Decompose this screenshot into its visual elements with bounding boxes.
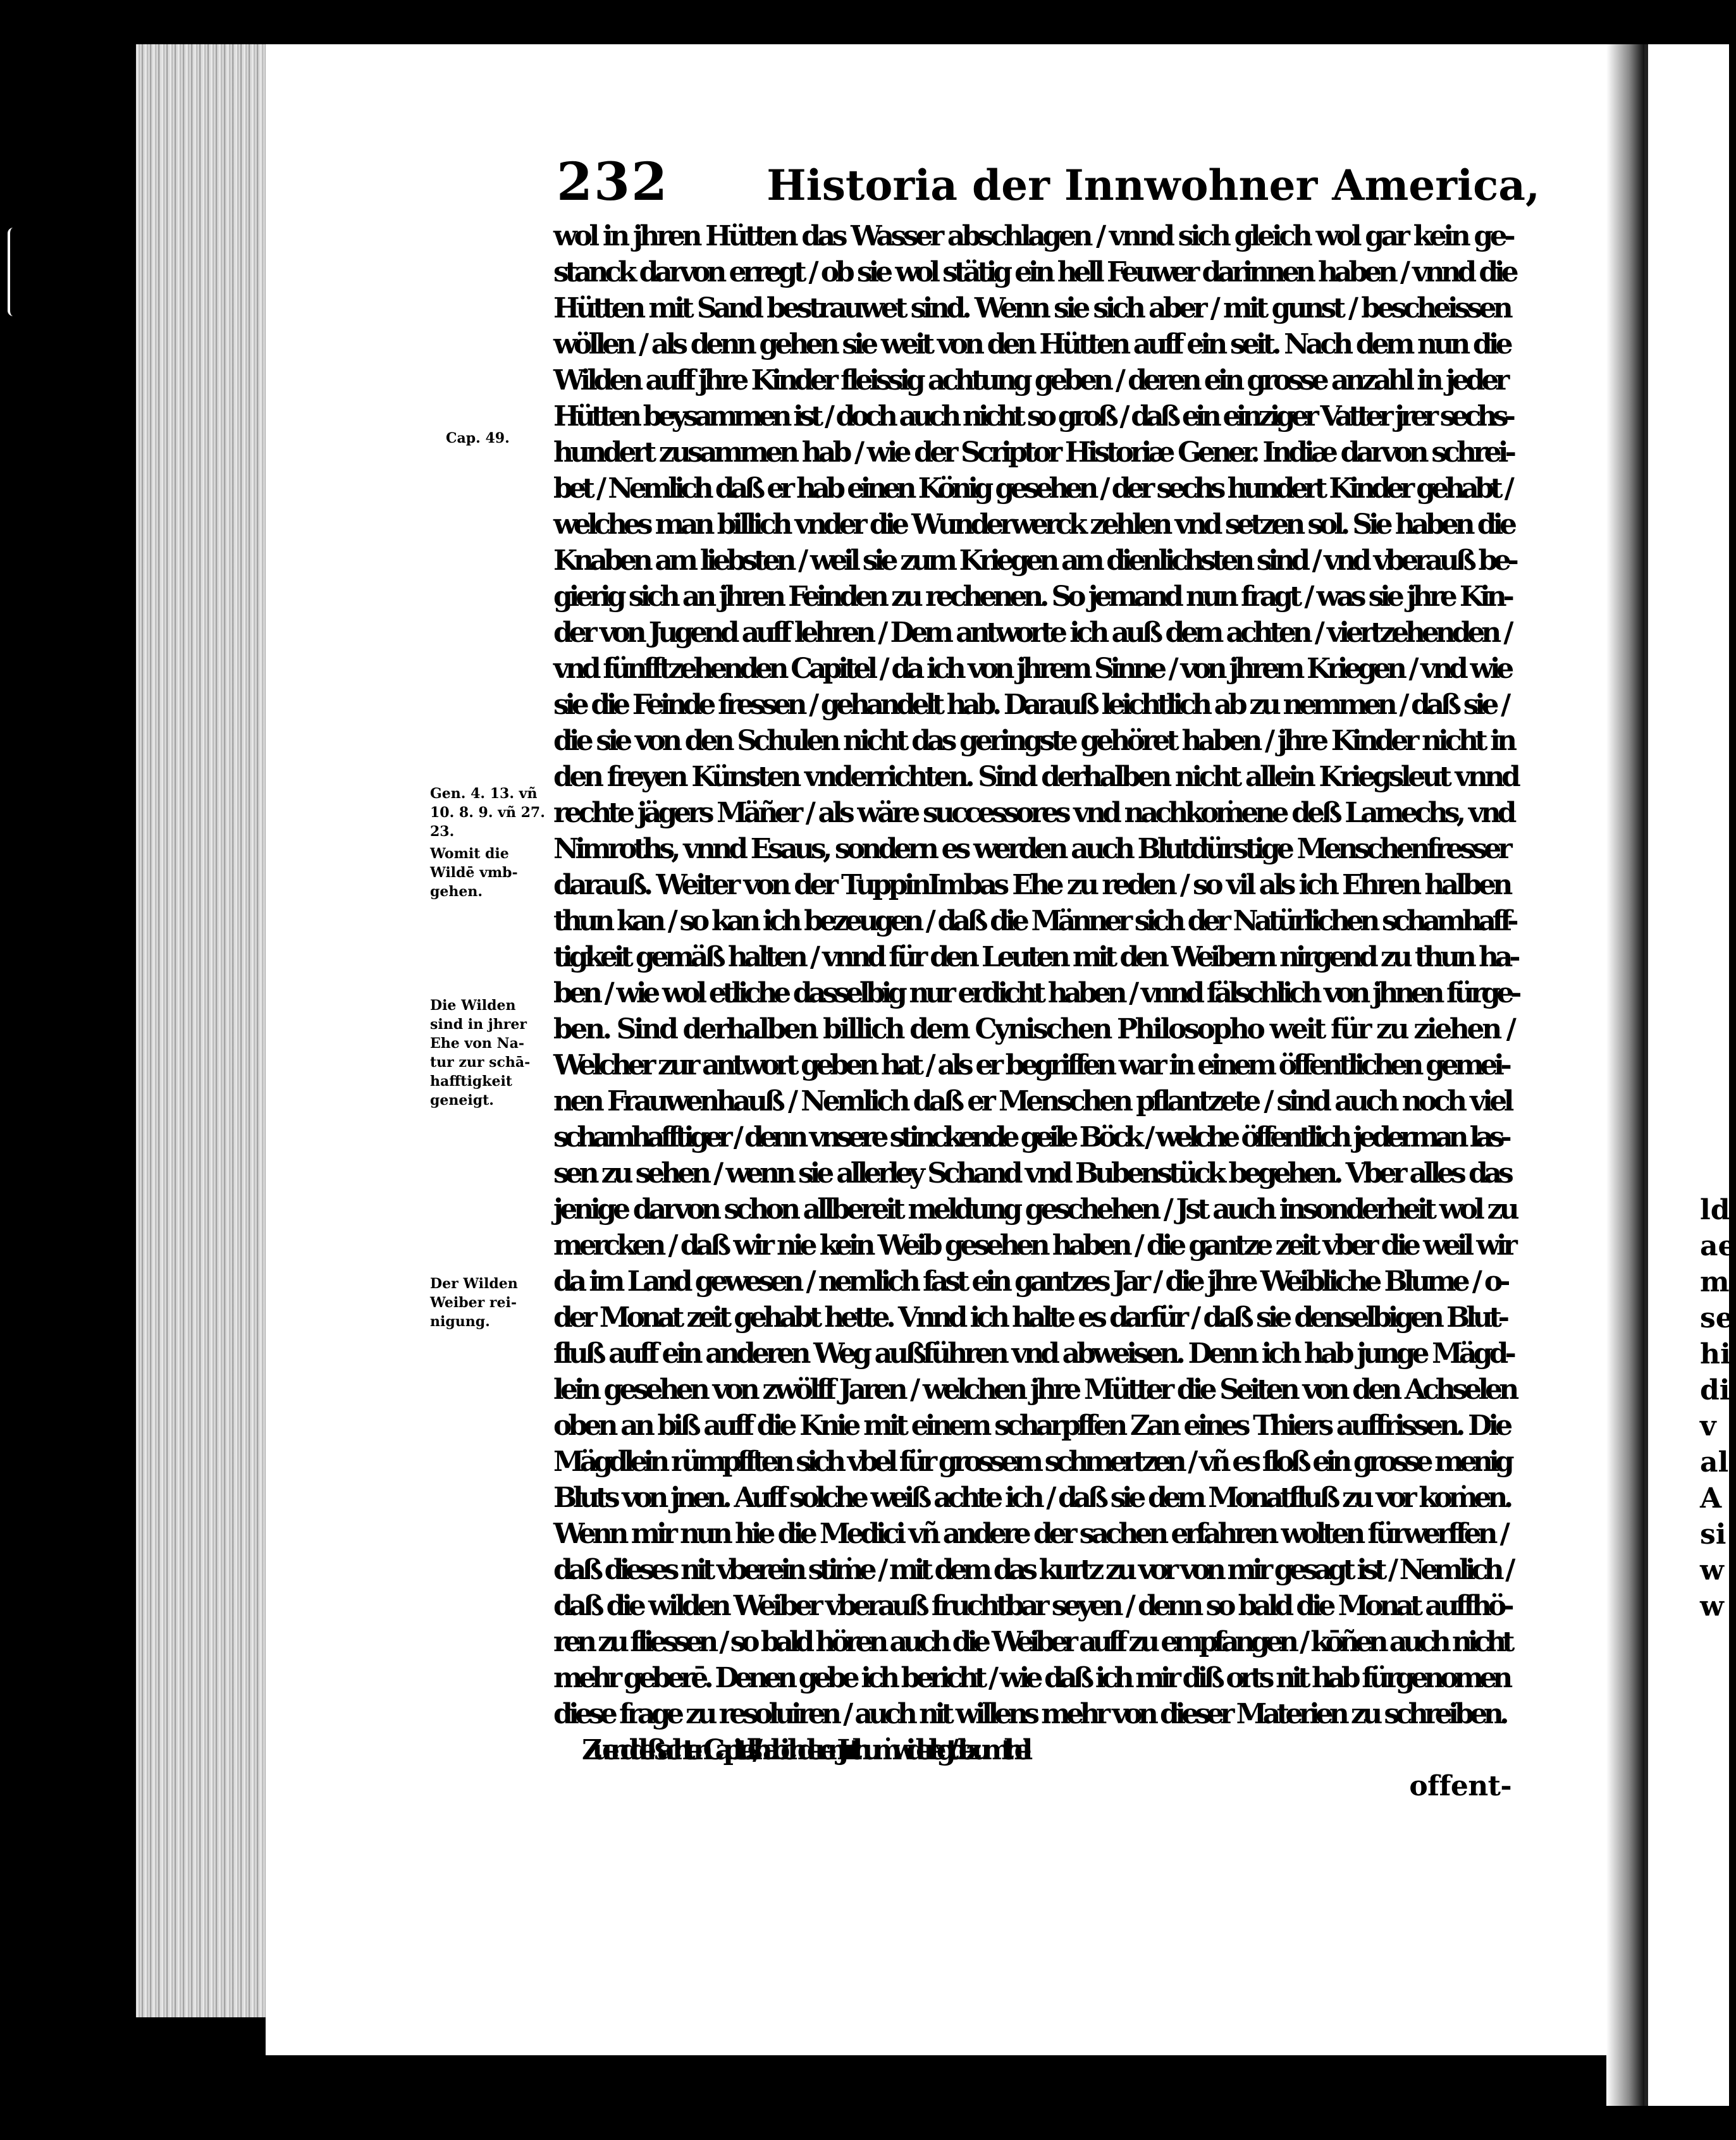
text-line: Bluts von jnen. Auff solche weiß achte ich / daß sie dem Monatfluß zu vor koṁen. bbox=[553, 1482, 1510, 1514]
text-line: wol in jhren Hütten das Wasser abschlagen / vnnd sich gleich wol gar kein ge- bbox=[553, 220, 1513, 252]
text-line: sie die Feinde fressen / gehandelt hab. Darauß leichtlich ab zu nemmen / daß sie / bbox=[553, 689, 1507, 721]
text-line: ben / wie wol etliche dasselbig nur erdicht haben / vnnd fälschlich von jhnen fürge- bbox=[553, 977, 1518, 1009]
margin-note-womit bbox=[430, 844, 518, 901]
text-line: Hütten mit Sand bestrauwet sind. Wenn sie sich aber / mit gunst / bescheissen bbox=[553, 292, 1510, 324]
text-line: Nimroths, vnnd Esaus, sondern es werden auch Blutdürstige Menschenfresser bbox=[553, 833, 1509, 865]
text-line: darauß. Weiter von der TuppinImbas Ehe zu reden / so vil als ich Ehren halben bbox=[553, 869, 1510, 901]
text-line: der Monat zeit gehabt hette. Vnnd ich halte es darfür / daß sie denselbigen Blut- bbox=[553, 1301, 1506, 1334]
right-page-edge bbox=[1644, 44, 1729, 2106]
text-line: vnd fünfftzehenden Capitel / da ich von jhrem Sinne / von jhrem Kriegen / vnd wie bbox=[553, 653, 1510, 685]
right-page-fragment: si bbox=[1700, 1518, 1727, 1551]
margin-note-chapter bbox=[446, 429, 510, 448]
margin-note-line: sind in jhrer bbox=[430, 1016, 527, 1033]
margin-note-line: Wildē vmb- bbox=[430, 864, 518, 881]
text-line: der von Jugend auff lehren / Dem antworte ich auß dem achten / viertzehenden / bbox=[553, 617, 1510, 649]
right-page-fragment: ae bbox=[1700, 1230, 1736, 1262]
text-line: den freyen Künsten vnderrichten. Sind derhalben nicht allein Kriegsleut vnnd bbox=[553, 761, 1518, 793]
margin-note-ehe bbox=[430, 996, 530, 1110]
right-page-text-fragments bbox=[1700, 1192, 1736, 1625]
text-line: mercken / daß wir nie kein Weib gesehen haben / die gantze zeit vber die weil wir bbox=[553, 1229, 1514, 1262]
text-line: jenige darvon schon allbereit meldung geschehen / Jst auch insonderheit wol zu bbox=[553, 1193, 1516, 1226]
right-page-fragment: w bbox=[1700, 1590, 1724, 1623]
text-line: hundert zusammen hab / wie der Scriptor Historiæ Gener. Indiæ darvon schrei- bbox=[553, 436, 1513, 469]
text-line: Zu end deß achten Capittels / hab ich deren Jrrthuṁ widerlegt / die zum theil bbox=[582, 1734, 1023, 1766]
page-number: 232 bbox=[557, 152, 669, 212]
right-page-fragment: v bbox=[1700, 1410, 1716, 1442]
text-line: Wenn mir nun hie die Medici vñ andere der sachen erfahren wolten fürwerffen / bbox=[553, 1518, 1506, 1550]
text-line: bet / Nemlich daß er hab einen König gesehen / der sechs hundert Kinder gehabt / bbox=[553, 472, 1511, 505]
margin-note-line: Der Wilden bbox=[430, 1276, 518, 1292]
text-line: Welcher zur antwort geben hat / als er begriffen war in einem öffentlichen gemei- bbox=[553, 1049, 1508, 1081]
right-page-fragment: se bbox=[1700, 1302, 1733, 1334]
right-page-fragment: di bbox=[1700, 1374, 1730, 1406]
margin-note-line: Gen. 4. 13. vñ bbox=[430, 785, 538, 802]
text-line: rechte jägers Mäñer / als wäre successores vnd nachkoṁene deß Lamechs, vnd bbox=[553, 797, 1513, 829]
text-line: ren zu fliessen / so bald hören auch die Weiber auff zu empfangen / kōñen auch nicht bbox=[553, 1626, 1511, 1658]
text-line: welches man billich vnder die Wunderwerck zehlen vnd setzen sol. Sie haben die bbox=[553, 508, 1513, 541]
right-page-fragment: w bbox=[1700, 1554, 1724, 1587]
margin-note-line: 23. bbox=[430, 823, 455, 840]
text-line: lein gesehen von zwölff Jaren / welchen jhre Mütter die Seiten von den Achselen bbox=[553, 1374, 1516, 1406]
book-spine-shadow bbox=[1606, 44, 1644, 2106]
margin-note-line: geneigt. bbox=[430, 1092, 494, 1109]
margin-note-line: Weiber rei- bbox=[430, 1294, 517, 1311]
margin-note-line: Womit die bbox=[430, 846, 509, 862]
text-line: Hütten beysammen ist / doch auch nicht so groß / daß ein einziger Vatter jrer sechs- bbox=[553, 400, 1512, 433]
page-header bbox=[557, 152, 1540, 212]
right-page-fragment: ld bbox=[1700, 1194, 1730, 1226]
margin-note-line: Cap. 49. bbox=[446, 430, 510, 446]
margin-note-line: nigung. bbox=[430, 1313, 490, 1330]
main-text-block bbox=[553, 218, 1518, 1804]
right-page-fragment: hi bbox=[1700, 1338, 1731, 1370]
margin-note-reinigung bbox=[430, 1274, 518, 1331]
text-line: daß die wilden Weiber vberauß fruchtbar seyen / denn so bald die Monat auffhö- bbox=[553, 1590, 1511, 1622]
text-line: Wilden auff jhre Kinder fleissig achtung geben / deren ein grosse anzahl in jeder bbox=[553, 364, 1506, 397]
text-line: wöllen / als denn gehen sie weit von den Hütten auff ein seit. Nach dem nun die bbox=[553, 328, 1510, 360]
scan-artifact-mark bbox=[8, 228, 19, 316]
text-line: fluß auff ein anderen Weg außführen vnd abweisen. Denn ich hab junge Mägd- bbox=[553, 1338, 1513, 1370]
right-page-fragment: al bbox=[1700, 1446, 1729, 1479]
text-line: tigkeit gemäß halten / vnnd für den Leuten mit den Weibern nirgend zu thun ha- bbox=[553, 941, 1517, 973]
text-line: diese frage zu resoluiren / auch nit willens mehr von dieser Materien zu schreiben. bbox=[553, 1698, 1505, 1730]
text-line: nen Frauwenhauß / Nemlich daß er Menschen pflantzete / sind auch noch viel bbox=[553, 1085, 1511, 1117]
margin-note-line: Ehe von Na- bbox=[430, 1035, 525, 1052]
text-line: daß dieses nit vberein stiṁe / mit dem das kurtz zu vor von mir gesagt ist / Nemlich / bbox=[553, 1554, 1511, 1586]
text-line: ben. Sind derhalben billich dem Cynischen Philosopho weit für zu ziehen / bbox=[553, 1013, 1514, 1045]
margin-note-line: Die Wilden bbox=[430, 997, 516, 1014]
margin-note-line: 10. 8. 9. vñ 27. bbox=[430, 804, 545, 821]
margin-note-line: tur zur schā- bbox=[430, 1054, 531, 1071]
text-line: die sie von den Schulen nicht das geringste gehöret haben / jhre Kinder nicht in bbox=[553, 725, 1514, 757]
text-line: stanck darvon erregt / ob sie wol stätig ein hell Feuwer darinnen haben / vnnd die bbox=[553, 256, 1515, 288]
book-page-edges bbox=[136, 44, 272, 2017]
text-line: Knaben am liebsten / weil sie zum Kriegen am dienlichsten sind / vnd vberauß be- bbox=[553, 544, 1515, 577]
margin-note-line: hafftigkeit bbox=[430, 1073, 512, 1090]
text-line: offent- bbox=[1409, 1770, 1511, 1802]
text-line: sen zu sehen / wenn sie allerley Schand vnd Bubenstück begehen. Vber alles das bbox=[553, 1157, 1510, 1190]
right-page-fragment: m bbox=[1700, 1266, 1730, 1298]
right-page-fragment: A bbox=[1700, 1482, 1722, 1515]
text-line: mehr geberē. Denen gebe ich bericht / wie daß ich mir diß orts nit hab fürgenomen bbox=[553, 1662, 1509, 1694]
text-line: gierig sich an jhren Feinden zu rechenen. So jemand nun fragt / was sie jhre Kin- bbox=[553, 581, 1511, 613]
margin-note-genesis bbox=[430, 784, 545, 841]
text-line: da im Land gewesen / nemlich fast ein gantzes Jar / die jhre Weibliche Blume / o- bbox=[553, 1265, 1507, 1298]
text-line: oben an biß auff die Knie mit einem scharpffen Zan eines Thiers auffrissen. Die bbox=[553, 1410, 1510, 1442]
text-line: thun kan / so kan ich bezeugen / daß die Männer sich der Natürlichen schamhaff- bbox=[553, 905, 1515, 937]
margin-note-line: gehen. bbox=[430, 883, 483, 900]
running-title: Historia der Innwohner America, bbox=[766, 161, 1541, 210]
text-line: Mägdlein rümpfften sich vbel für grossem schmertzen / vñ es floß ein grosse menig bbox=[553, 1446, 1510, 1478]
text-line: schamhafftiger / denn vnsere stinckende geile Böck / welche öffentlich jederman las- bbox=[553, 1121, 1508, 1153]
